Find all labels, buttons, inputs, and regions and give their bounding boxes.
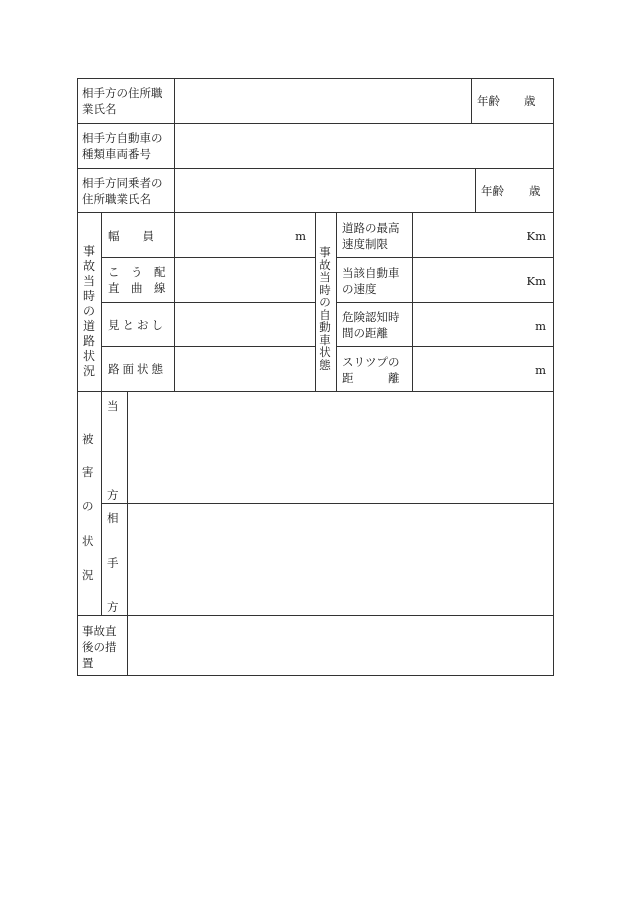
other-side-char-2: 手: [107, 556, 119, 570]
own-side-char-1: 当: [107, 399, 119, 413]
row-line: [77, 615, 554, 616]
row-line: [101, 346, 315, 347]
col-line: [174, 78, 175, 213]
other-side-char-1: 相: [107, 511, 119, 525]
own-side-damage-field[interactable]: [129, 393, 552, 502]
vehicle-speed-unit: Km: [526, 274, 546, 288]
opponent-address-label-line1: 相手方の住所職: [82, 86, 163, 100]
age-label-2: 年齢: [481, 184, 504, 198]
measures-label-line2: 後の措: [82, 640, 117, 654]
row-line: [101, 257, 315, 258]
col-line: [475, 168, 476, 213]
measures-field[interactable]: [129, 617, 552, 674]
age-unit-2: 歳: [529, 184, 541, 198]
vehicle-speed-field[interactable]: [414, 259, 524, 301]
col-line: [412, 212, 413, 392]
border-bottom: [77, 675, 554, 676]
other-side-char-3: 方: [107, 600, 119, 614]
speed-limit-unit: Km: [526, 229, 546, 243]
speed-limit-label-line1: 道路の最高: [342, 221, 400, 235]
opponent-vehicle-label-line2: 種類車両番号: [82, 147, 151, 161]
col-line: [336, 212, 337, 392]
surface-label: 路面状態: [108, 362, 166, 376]
danger-distance-label-line2: 間の距離: [342, 326, 388, 340]
visibility-field[interactable]: [176, 304, 314, 345]
age-field-2[interactable]: [506, 170, 526, 211]
age-unit-1: 歳: [524, 94, 536, 108]
speed-limit-label-line2: 速度制限: [342, 237, 388, 251]
col-line: [174, 212, 175, 392]
opponent-address-label-line2: 業氏名: [82, 102, 117, 116]
curve-field[interactable]: [176, 259, 314, 301]
measures-label-line1: 事故直: [82, 624, 117, 638]
slip-label-line2: 距 離: [342, 371, 400, 385]
col-line: [101, 212, 102, 392]
row-line: [77, 123, 554, 124]
row-line: [101, 503, 554, 504]
measures-label-line3: 置: [82, 656, 94, 670]
border-top: [77, 78, 554, 79]
col-line: [127, 391, 128, 676]
visibility-label: 見とおし: [108, 318, 166, 332]
age-field-1[interactable]: [502, 80, 522, 122]
row-line: [101, 302, 315, 303]
width-label: 幅 員: [108, 229, 154, 243]
passenger-field[interactable]: [176, 170, 474, 211]
damage-char-2: 害: [82, 465, 94, 479]
damage-char-3: の: [82, 499, 94, 513]
surface-field[interactable]: [176, 348, 314, 390]
vehicle-speed-label-line2: の速度: [342, 282, 377, 296]
passenger-label-line1: 相手方同乗者の: [82, 176, 163, 190]
danger-distance-field[interactable]: [414, 304, 524, 345]
row-line: [77, 168, 554, 169]
road-condition-section-label: 事故当時の道路状況: [82, 244, 95, 378]
vehicle-speed-label-line1: 当該自動車: [342, 266, 400, 280]
curve-label-line1: こ う 配: [108, 265, 166, 279]
col-line: [471, 78, 472, 124]
col-line: [101, 391, 102, 616]
own-side-char-2: 方: [107, 488, 119, 502]
slip-label-line1: スリツプの: [342, 355, 400, 369]
opponent-address-field[interactable]: [176, 80, 470, 122]
age-label-1: 年齢: [477, 94, 500, 108]
danger-distance-unit: m: [535, 319, 546, 333]
slip-unit: m: [535, 363, 546, 377]
row-line: [336, 302, 554, 303]
damage-char-4: 状: [82, 534, 94, 548]
damage-char-5: 況: [82, 568, 94, 582]
opponent-vehicle-label-line1: 相手方自動車の: [82, 131, 163, 145]
damage-char-1: 被: [82, 432, 94, 446]
vehicle-state-section-label: 事故当時の自動車状態: [319, 245, 331, 372]
danger-distance-label-line1: 危険認知時: [342, 310, 400, 324]
other-side-damage-field[interactable]: [129, 505, 552, 614]
width-field[interactable]: [176, 214, 296, 256]
curve-label-line2: 直 曲 線: [108, 281, 166, 295]
passenger-label-line2: 住所職業氏名: [82, 192, 151, 206]
row-line: [336, 346, 554, 347]
speed-limit-field[interactable]: [414, 214, 524, 256]
width-unit: m: [295, 229, 306, 243]
row-line: [336, 257, 554, 258]
slip-field[interactable]: [414, 348, 524, 390]
opponent-vehicle-field[interactable]: [176, 125, 552, 167]
col-line: [315, 212, 316, 392]
